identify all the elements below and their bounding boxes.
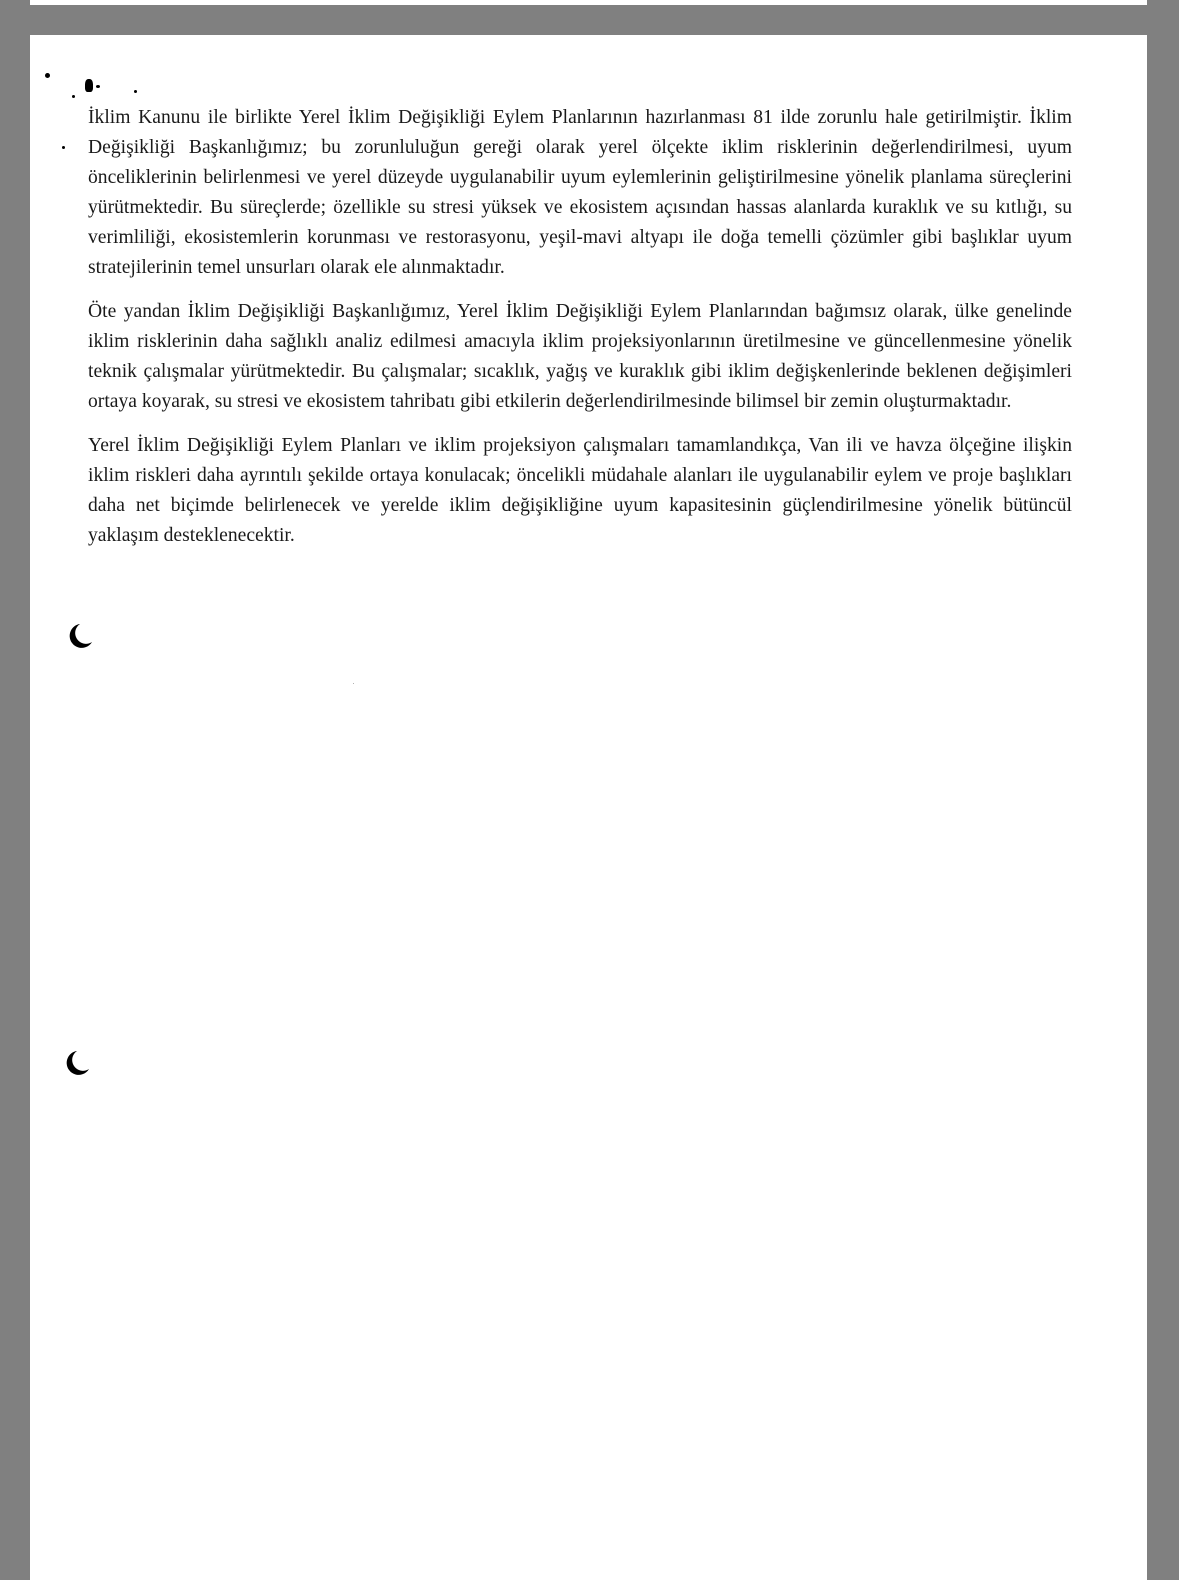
scan-speck [62, 146, 65, 149]
paragraph-1: İklim Kanunu ile birlikte Yerel İklim Değişikliği Eylem Planlarının hazırlanması 81 ilde zorunlu hale getirilmiştir. İklim Değişikliği Başkanlığımız; bu zorunluluğun gereği olarak yerel ölçekte iklim risklerinin değerlendirilmesi, uyum önceliklerinin belirlenmesi ve yerel düzeyde uygulanabilir uyum eylemlerinin geliştirilmesine yönelik planlama süreçlerini yürütmektedir. Bu süreçlerde; özellikle su stresi yüksek ve ekosistem açısından hassas alanlarda kuraklık ve su kıtlığı, su verimliliği, ekosistemlerin korunması ve restorasyonu, yeşil-mavi altyapı ile doğa temelli çözümler gibi başlıklar uyum stratejilerinin temel unsurları olarak ele alınmaktadır. [88, 107, 1072, 278]
scan-speck [96, 85, 100, 88]
paragraph-2: Öte yandan İklim Değişikliği Başkanlığımız, Yerel İklim Değişikliği Eylem Planlarından bağımsız olarak, ülke genelinde iklim risklerinin daha sağlıklı analiz edilmesi amacıyla iklim projeksiyonlarının üretilmesine ve güncellenmesine yönelik teknik çalışmalar yürütmektedir. Bu çalışmalar; sıcaklık, yağış ve kuraklık gibi iklim değişkenlerinde beklenen değişimleri ortaya koyarak, su stresi ve ekosistem tahribatı gibi etkilerin değerlendirilmesinde bilimsel bir zemin oluşturmaktadır. [88, 301, 1072, 412]
scan-speck [85, 79, 93, 92]
previous-page-edge [30, 0, 1147, 5]
paragraph-3: Yerel İklim Değişikliği Eylem Planları ve iklim projeksiyon çalışmaları tamamlandıkça, Van ili ve havza ölçeğine ilişkin iklim riskleri daha ayrıntılı şekilde ortaya konulacak; öncelikli müdahale alanları ile uygulanabilir eylem ve proje başlıkları daha net biçimde belirlenecek ve yerelde iklim değişikliğine uyum kapasitesinin güçlendirilmesine yönelik bütüncül yaklaşım desteklenecektir. [88, 435, 1072, 546]
scan-speck [353, 683, 354, 684]
scan-speck [134, 90, 137, 93]
crescent-punch-hole-icon [64, 622, 94, 652]
document-page [30, 35, 1147, 1580]
scan-speck [45, 73, 50, 78]
crescent-punch-hole-icon [61, 1049, 91, 1079]
document-body [88, 103, 1072, 565]
scan-speck [72, 95, 75, 98]
